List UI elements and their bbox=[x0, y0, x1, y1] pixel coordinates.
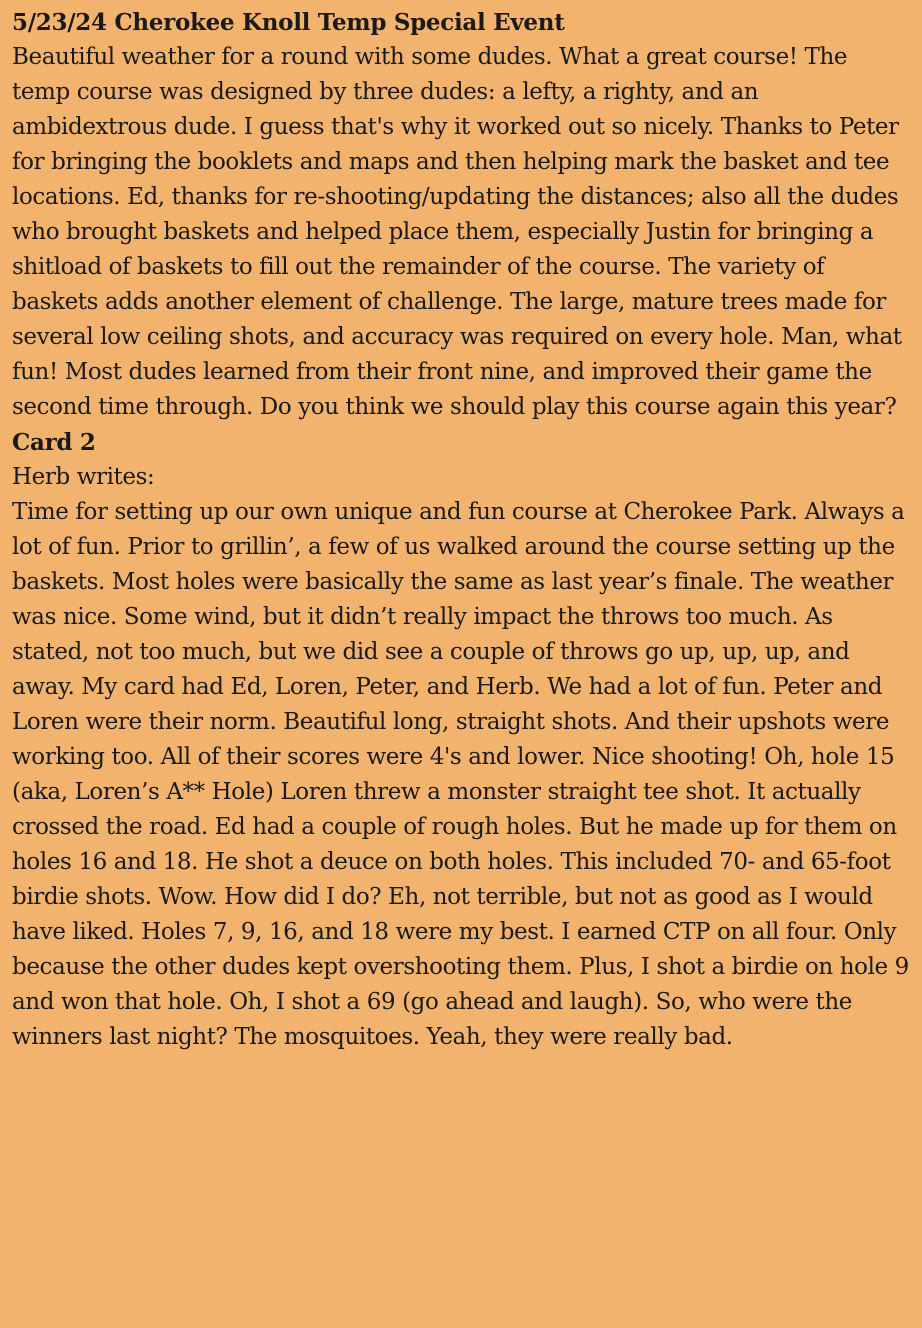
card-title: Card 2 bbox=[12, 429, 96, 456]
entry-title: 5/23/24 Cherokee Knoll Temp Special Event bbox=[12, 9, 565, 36]
card-body: Time for setting up our own unique and fun course at Cherokee Park. Always a lot of fun. Prior to grillin’, a few of us walked around the course setting up the baskets. Most holes were basically the same as last year’s finale. The weather was nice. Some wind, but it didn’t really impact the throws too much. As stated, not too much, but we did see a couple of throws go up, up, up, and away. My card had Ed, Loren, Peter, and Herb. We had a lot of fun. Peter and Loren were their norm. Beautiful long, straight shots. And their upshots were working too. All of their scores were 4's and lower. Nice shooting! Oh, hole 15 (aka, Loren’s A** Hole) Loren threw a monster straight tee shot. It actually crossed the road. Ed had a couple of rough holes. But he made up for them on holes 16 and 18. He shot a deuce on both holes. This included 70- and 65-foot birdie shots. Wow. How did I do? Eh, not terrible, but not as good as I would have liked. Holes 7, 9, 16, and 18 were my best. I earned CTP on all four. Only because the other dudes kept overshooting them. Plus, I shot a birdie on hole 9 and won that hole. Oh, I shot a 69 (go ahead and laugh). So, who were the winners last night? The mosquitoes. Yeah, they were really bad. bbox=[12, 499, 909, 1050]
entry-body: Beautiful weather for a round with some dudes. What a great course! The temp course was designed by three dudes: a lefty, a righty, and an ambidextrous dude. I guess that's why it worked out so nicely. Thanks to Peter for bringing the booklets and maps and then helping mark the basket and tee locations. Ed, thanks for re-shooting/updating the distances; also all the dudes who brought baskets and helped place them, especially Justin for bringing a shitload of baskets to fill out the remainder of the course. The variety of baskets adds another element of challenge. The large, mature trees made for several low ceiling shots, and accuracy was required on every hole. Man, what fun! Most dudes learned from their front nine, and improved their game the second time through. Do you think we should play this course again this year? bbox=[12, 44, 902, 420]
author-line: Herb writes: bbox=[12, 464, 155, 490]
